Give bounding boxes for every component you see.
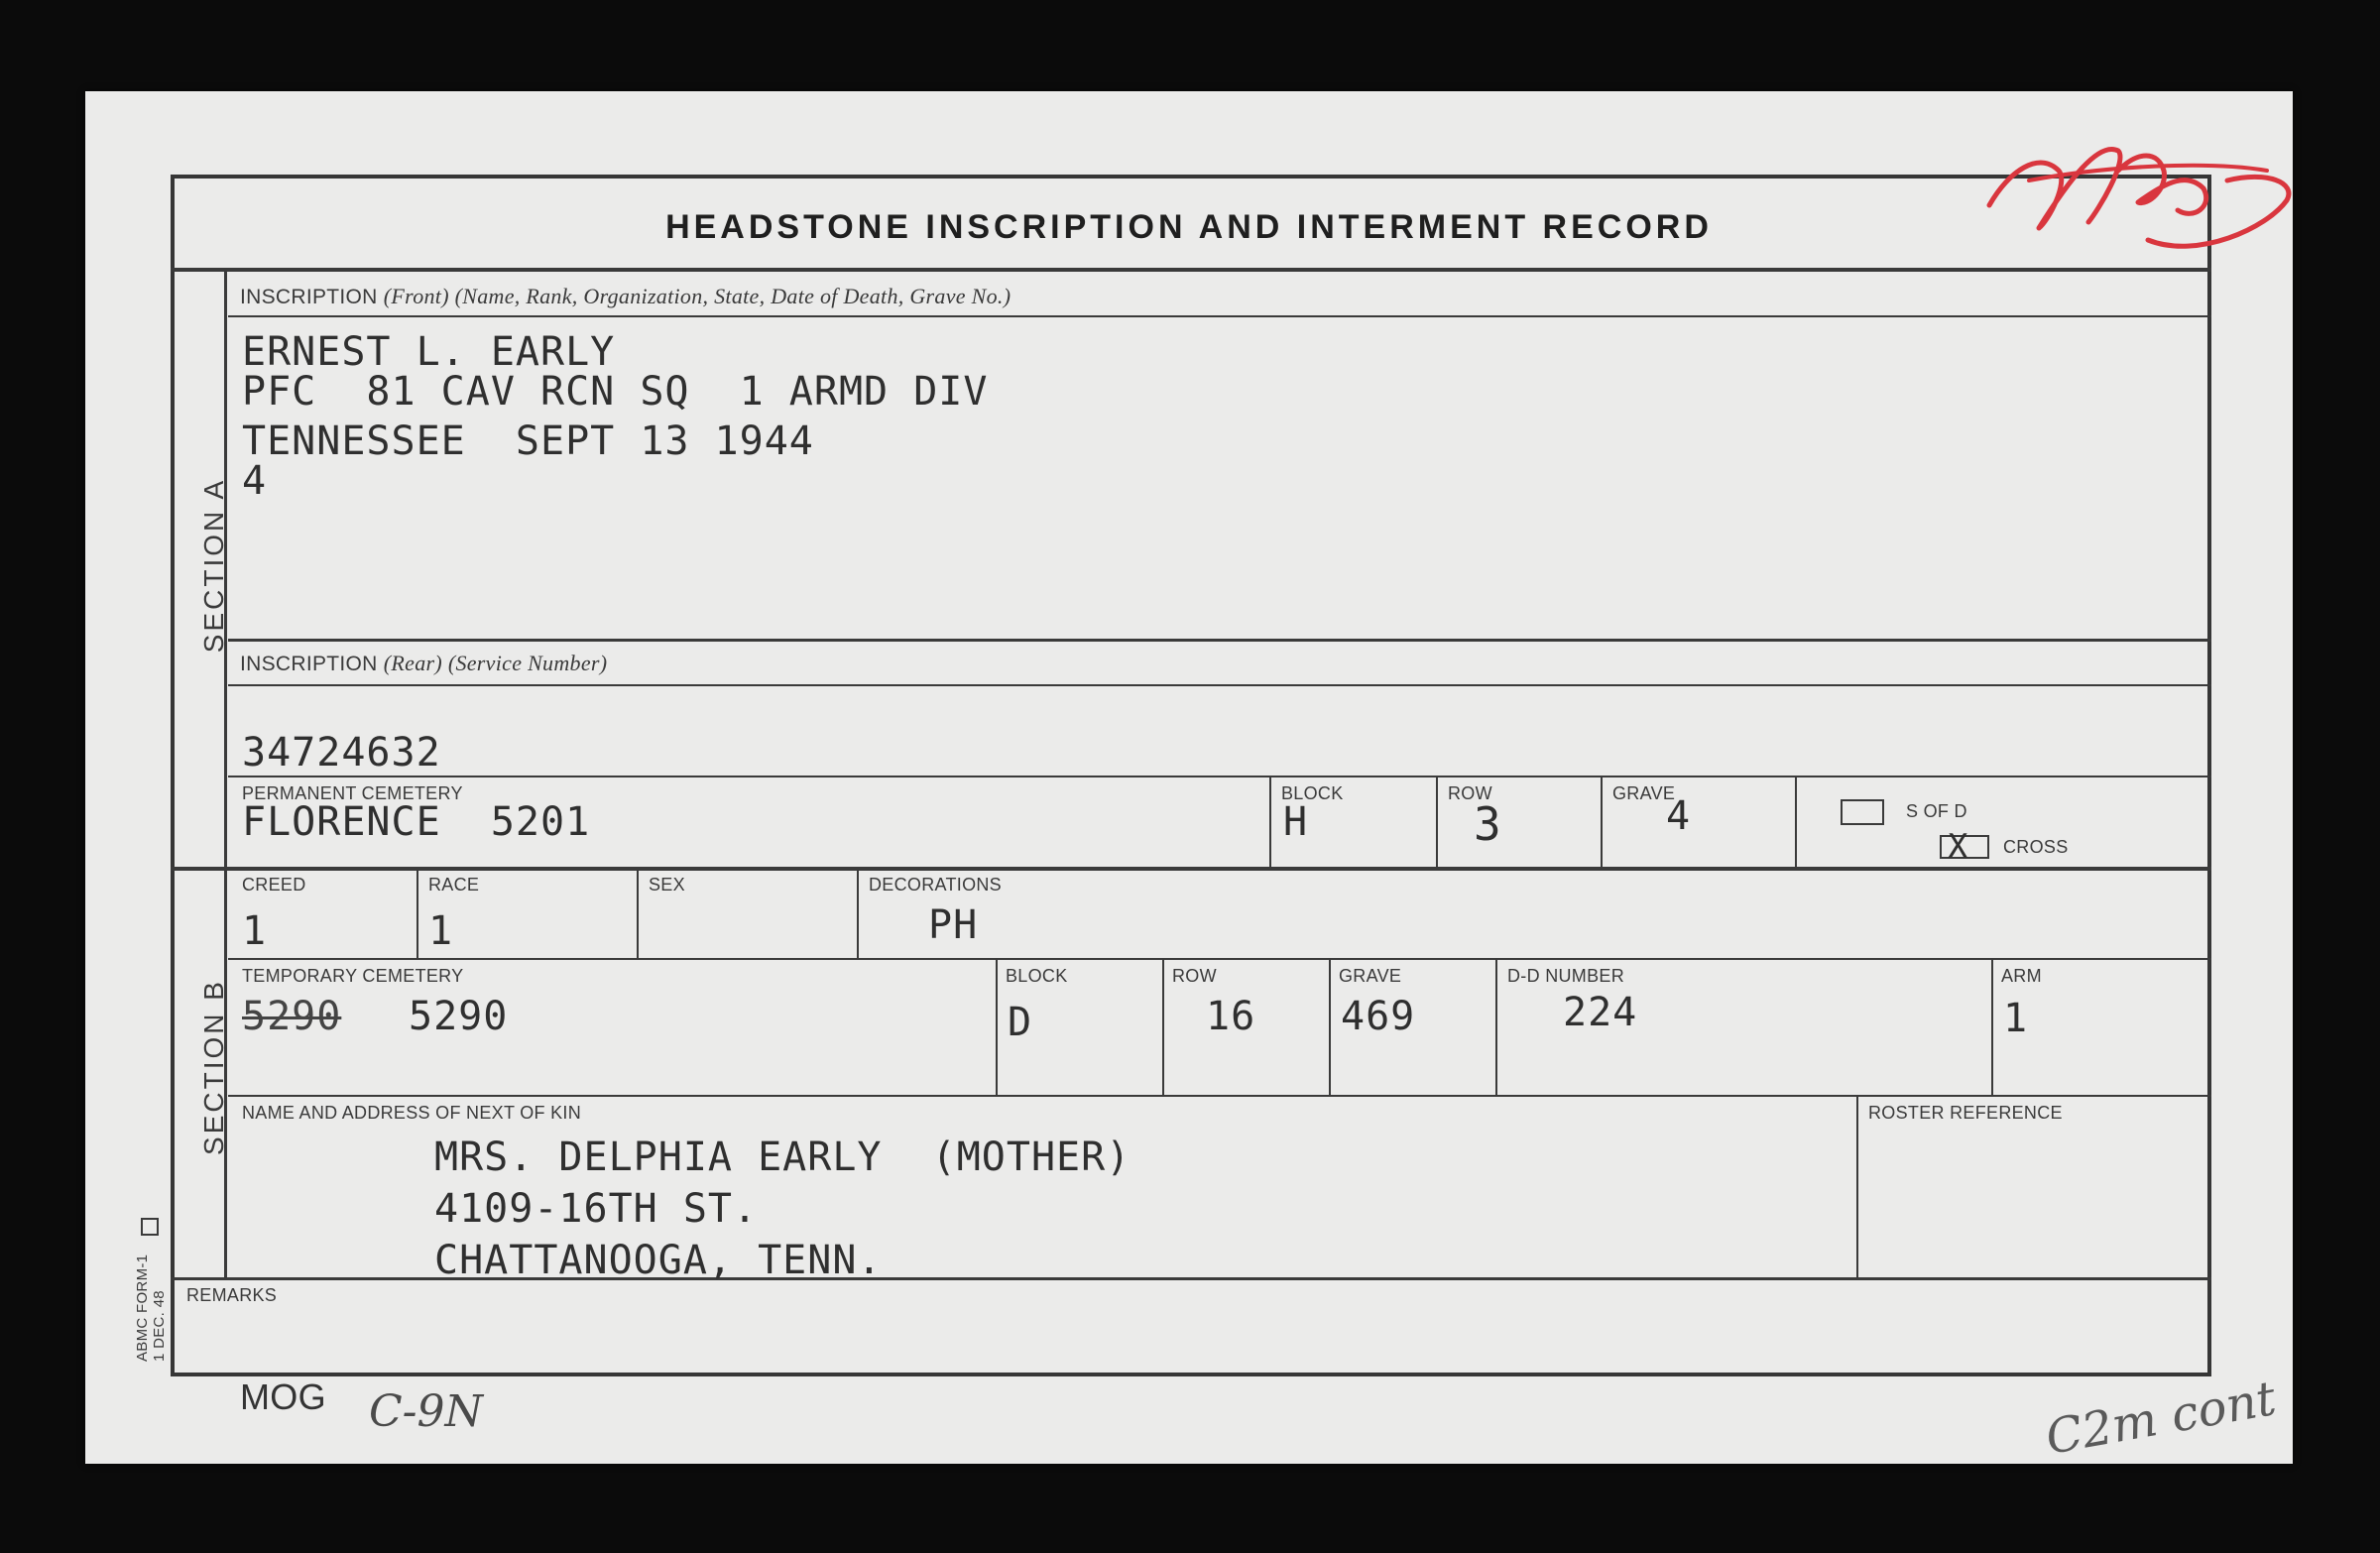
rule	[1436, 776, 1438, 869]
perm-block-label: BLOCK	[1281, 783, 1344, 803]
rule	[228, 639, 2211, 642]
red-initials-mark	[1969, 111, 2307, 280]
sex-label: SEX	[649, 875, 685, 895]
perm-row-label: ROW	[1448, 783, 1492, 803]
temp-grave-value: 469	[1341, 994, 1416, 1039]
cross-label: CROSS	[2003, 837, 2069, 857]
rule	[228, 684, 2211, 686]
arm-value: 1	[2003, 996, 2029, 1041]
rule	[1329, 958, 1331, 1097]
dd-number-label: D-D NUMBER	[1507, 966, 1624, 986]
rule	[416, 869, 418, 960]
handwritten-note: C2m cont	[2041, 1371, 2281, 1466]
arm-label: ARM	[2001, 966, 2042, 986]
inscription-line: PFC 81 CAV RCN SQ 1 ARMD DIV	[242, 369, 989, 415]
rule	[1269, 776, 1271, 869]
inscription-front-label: INSCRIPTION (Front) (Name, Rank, Organization, State, Date of Death, Grave No.)	[240, 284, 1012, 308]
rule	[1856, 1095, 1858, 1279]
remarks-label: REMARKS	[186, 1285, 278, 1305]
temporary-cemetery-label: TEMPORARY CEMETERY	[242, 966, 464, 986]
creed-label: CREED	[242, 875, 306, 895]
perm-block-value: H	[1283, 799, 1309, 845]
section-divider	[171, 867, 2211, 871]
temp-block-label: BLOCK	[1006, 966, 1068, 986]
permanent-cemetery-value: FLORENCE 5201	[242, 799, 591, 845]
temporary-cemetery-struck-value: 5290	[242, 994, 342, 1039]
rule	[996, 958, 998, 1097]
next-of-kin-line: CHATTANOOGA, TENN.	[434, 1238, 883, 1283]
rule	[228, 776, 2211, 777]
record-card	[85, 91, 2293, 1464]
form-id-line: ABMC FORM-1	[134, 1254, 151, 1362]
handwritten-code: C-9N	[369, 1386, 484, 1437]
inscription-line: TENNESSEE SEPT 13 1944	[242, 418, 814, 464]
s-of-d-label: S OF D	[1906, 801, 1967, 821]
rule	[228, 1095, 2211, 1097]
form-id-checkbox	[141, 1218, 159, 1236]
decorations-label: DECORATIONS	[869, 875, 1002, 895]
race-label: RACE	[428, 875, 480, 895]
next-of-kin-line: 4109-16TH ST.	[434, 1186, 759, 1232]
form-title: HEADSTONE INSCRIPTION AND INTERMENT RECORD	[665, 208, 1713, 246]
creed-value: 1	[242, 908, 268, 954]
form-id-line: 1 DEC. 48	[151, 1290, 168, 1362]
permanent-cemetery-label: PERMANENT CEMETERY	[242, 783, 463, 803]
temp-row-value: 16	[1206, 994, 1256, 1039]
inscription-line: ERNEST L. EARLY	[242, 329, 616, 375]
rule	[228, 315, 2211, 317]
temp-block-value: D	[1008, 1000, 1033, 1045]
inscription-rear-label: INSCRIPTION (Rear) (Service Number)	[240, 651, 608, 675]
rule	[1991, 958, 1993, 1097]
mog-stamp: MOG	[240, 1376, 326, 1417]
perm-grave-value: 4	[1666, 793, 1692, 839]
rule	[1601, 776, 1603, 869]
cross-check-mark: X	[1948, 827, 1969, 867]
inscription-line: 4	[242, 458, 268, 504]
temp-row-label: ROW	[1172, 966, 1217, 986]
temp-grave-label: GRAVE	[1339, 966, 1402, 986]
title-divider	[171, 268, 2211, 272]
next-of-kin-line: MRS. DELPHIA EARLY (MOTHER)	[434, 1135, 1131, 1180]
roster-reference-label: ROSTER REFERENCE	[1868, 1103, 2063, 1123]
dd-number-value: 224	[1563, 990, 1638, 1035]
section-a-label: SECTION A	[198, 477, 229, 654]
rule	[637, 869, 639, 960]
s-of-d-checkbox[interactable]	[1841, 799, 1884, 825]
perm-grave-label: GRAVE	[1612, 783, 1676, 803]
race-value: 1	[428, 908, 454, 954]
rule	[1495, 958, 1497, 1097]
rule	[1162, 958, 1164, 1097]
section-b-label: SECTION B	[198, 979, 229, 1155]
rule	[857, 869, 859, 960]
rule	[228, 958, 2211, 960]
next-of-kin-label: NAME AND ADDRESS OF NEXT OF KIN	[242, 1103, 582, 1123]
rule	[1795, 776, 1797, 869]
temporary-cemetery-value: 5290	[409, 994, 509, 1039]
perm-row-value: 3	[1474, 797, 1502, 851]
service-number: 34724632	[242, 730, 441, 776]
decorations-value: PH	[928, 902, 979, 948]
